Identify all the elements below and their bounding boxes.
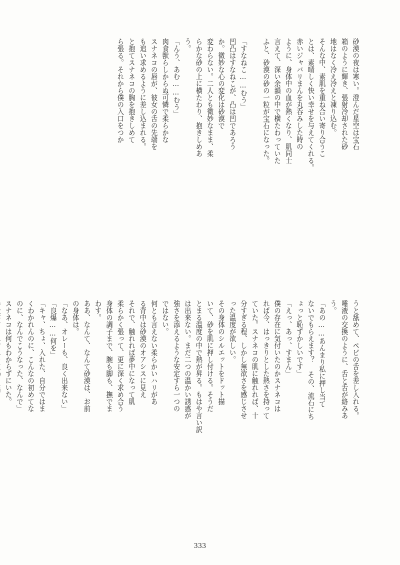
text-line: 僕の存在に気付いたのかスナネコは — [272, 300, 281, 412]
text-line: 「すなねこ……むう」 — [238, 38, 247, 111]
text-line: スナネコの唇が、彼女の舌の先端を — [149, 38, 158, 150]
text-line: わす。 — [93, 300, 102, 321]
text-line: スナネコは何もわからずにいた。 — [3, 300, 12, 405]
text-line: うと舐めて、ペビの舌を差し入れる。 — [351, 300, 359, 419]
text-line: それで、触れれば夢中になって肌 — [126, 300, 135, 405]
text-line: 何とも言えない柔らかいハリがあ — [149, 300, 158, 405]
text-line: 「んう、あむ……むう」 — [171, 38, 180, 118]
text-line: ないでもらえます？ その、流石にち — [306, 300, 315, 421]
text-line: った温度が欲しい。 — [227, 300, 236, 363]
text-line: も追い求めるように差し込まれる。 — [138, 38, 147, 150]
text-line: 唾液の交換のように、舌と舌が絡みあ — [339, 300, 348, 419]
text-line: 「えっ、あっ、すまん」 — [283, 300, 292, 377]
text-line: 「あの……あんまり私に押し当て — [317, 300, 326, 408]
text-line: る背中は砂漠のオアシスに見え — [138, 300, 147, 398]
text-line: ていた。スナネコの肌に触れれば、十 — [250, 300, 259, 419]
text-line: ら張る。それから僕の入口をつか — [115, 38, 124, 143]
text-line: れば今、はっきりとした熱さを持って — [261, 300, 270, 419]
text-line: 「なあ、オレーも、良く出来ない」 — [59, 300, 68, 412]
text-line — [0, 300, 2, 514]
text-line: ああ、なんて、なんて砂漠は、お前 — [82, 300, 91, 412]
text-line: 強さを添えるような安定すら一つの — [171, 300, 180, 412]
text-line: う。 — [182, 38, 191, 52]
text-line: その身体のシルエットをドット描 — [216, 300, 225, 405]
text-line: 肉食獣らしからぬ可憐で柔らかな — [160, 38, 169, 143]
text-line: ふと、砂漠の砂の一粒が宝石になった。 — [261, 38, 270, 164]
text-line: の身体は。 — [70, 300, 79, 335]
text-line: 箱のように輝き、張射冷却された砂 — [339, 38, 348, 150]
text-line: とまる温度の中で熱が昇る。もはや言い訳 — [194, 300, 203, 433]
text-line: 言えて、深い余韻の中で横たわっていた — [272, 38, 281, 164]
text-line: か。微妙な心の変化は砂漠で — [216, 38, 225, 129]
text-line: 「良爆……何を」 — [48, 300, 57, 359]
text-line: 身体の調子まで、腕も脚も、撫でま — [104, 300, 113, 412]
text-line: のに、なんでこうなった、なんで」 — [14, 300, 23, 412]
text-line: 「キャ、ちょ、入れた、自分ではま — [37, 300, 46, 412]
lower-text-block — [3, 300, 360, 514]
text-line: 地はなく冷え冷えと凍り込む。 — [328, 38, 337, 136]
text-line: らかな砂の上に横たわり、抱きしめあ — [194, 38, 203, 157]
page-number: 333 — [193, 542, 207, 550]
text-line: くわかれんのに、こんなの初めてな — [26, 300, 35, 412]
upper-text-block — [40, 38, 360, 250]
text-line — [248, 38, 259, 250]
text-line: 砂漠の夜は寒い。澄んだ星空は宝石 — [351, 38, 359, 150]
text-line: 凹凸はすなねこが、凸は凹であろう — [227, 38, 236, 150]
text-line: ではない。 — [160, 300, 169, 335]
text-line: ょっと恥ずかしいです」 — [294, 300, 303, 377]
text-line: とは、素晴しく快い幸せを与えてくれる。 — [306, 38, 315, 171]
text-line: 柔らかく張って、更に深く求め合う — [115, 300, 124, 412]
text-line: いて、砂を肌に押し付ける。そうだ — [205, 300, 214, 412]
text-line: 変わらない。二人とも微妙なまま、柔 — [205, 38, 214, 157]
text-line: う。 — [328, 300, 337, 314]
text-line: ように、身体中の血が熱くなり、肌同士 — [283, 38, 292, 164]
text-line: と抱てスナネコの胸を抱きしめて — [126, 38, 135, 143]
text-line: 赤いジャバリまんを丸呑みした時の — [294, 38, 303, 150]
text-line: 分すぎる程、しかし無欲さを感じさせ — [238, 300, 247, 419]
text-line: は出来ない。まだ二つの温かい誘惑が — [182, 300, 191, 419]
text-line: そんな中、素肌を重ね合い寄り合うこ — [317, 38, 326, 157]
